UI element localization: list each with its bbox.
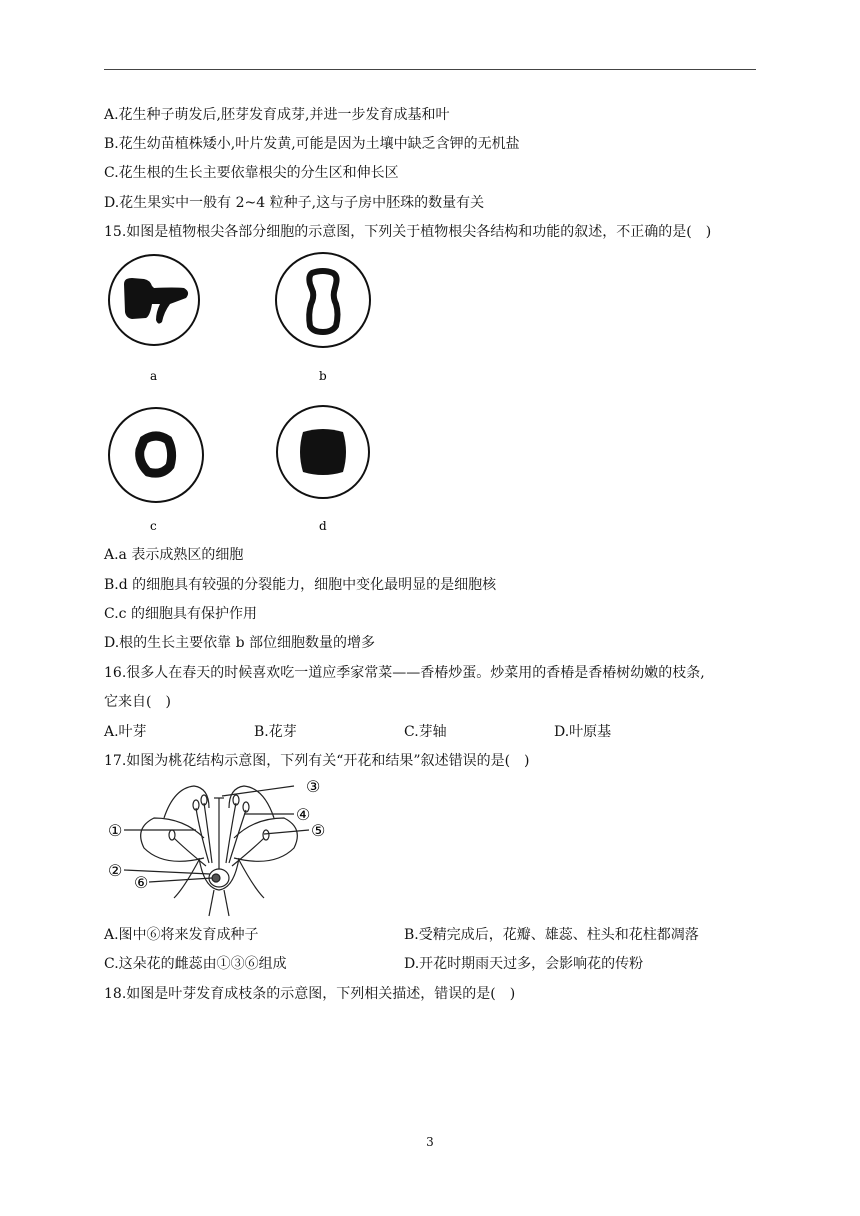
q15-option-c: C.c 的细胞具有保护作用 [104,606,257,622]
cell-a-diagram [109,255,199,345]
label-2: ② [108,861,123,880]
root-cells-figure [104,252,384,537]
header-rule [104,69,756,70]
q15-option-a: A.a 表示成熟区的细胞 [104,547,244,563]
q14-option-b: B.花生幼苗植株矮小,叶片发黄,可能是因为土壤中缺乏含钾的无机盐 [104,136,520,152]
cell-b-diagram [276,253,370,347]
q16-option-d: D.叶原基 [554,724,612,740]
q17-option-b: B.受精完成后，花瓣、雄蕊、柱头和花柱都凋落 [404,927,699,943]
q15-stem: 15.如图是植物根尖各部分细胞的示意图，下列关于植物根尖各结构和功能的叙述，不正确的是( ) [104,224,712,240]
cell-label-c: c [150,519,157,533]
label-6: ⑥ [134,873,149,892]
q17-option-c: C.这朵花的雌蕊由①③⑥组成 [104,956,287,972]
q16-option-b: B.花芽 [254,724,297,740]
q17-stem: 17.如图为桃花结构示意图，下列有关“开花和结果”叙述错误的是( ) [104,753,530,769]
q16-stem-line2: 它来自( ) [104,694,171,710]
label-5: ⑤ [311,821,326,840]
label-4: ④ [296,805,311,824]
q16-stem-line1: 16.很多人在春天的时候喜欢吃一道应季家常菜——香椿炒蛋。炒菜用的香椿是香椿树幼嫩的枝条, [104,665,705,681]
peach-flower-figure [104,778,344,918]
cell-label-d: d [319,519,327,533]
q16-option-a: A.叶芽 [104,724,147,740]
q14-option-c: C.花生根的生长主要依靠根尖的分生区和伸长区 [104,165,399,181]
label-3: ③ [306,778,321,796]
q17-option-a: A.图中⑥将来发育成种子 [104,927,259,943]
q14-option-a: A.花生种子萌发后,胚芽发育成芽,并进一步发育成基和叶 [104,107,450,123]
q18-stem: 18.如图是叶芽发育成枝条的示意图，下列相关描述，错误的是( ) [104,986,516,1002]
cell-d-diagram [277,406,369,498]
cell-label-b: b [319,369,327,383]
q15-option-d: D.根的生长主要依靠 b 部位细胞数量的增多 [104,635,376,651]
q16-option-c: C.芽轴 [404,724,447,740]
q15-option-b: B.d 的细胞具有较强的分裂能力，细胞中变化最明显的是细胞核 [104,577,497,593]
q17-option-d: D.开花时期雨天过多，会影响花的传粉 [404,956,644,972]
page-number: 3 [426,1135,434,1149]
cell-c-diagram [109,408,203,502]
cell-label-a: a [150,369,158,383]
q14-option-d: D.花生果实中一般有 2~4 粒种子,这与子房中胚珠的数量有关 [104,195,485,211]
label-1: ① [108,821,123,840]
